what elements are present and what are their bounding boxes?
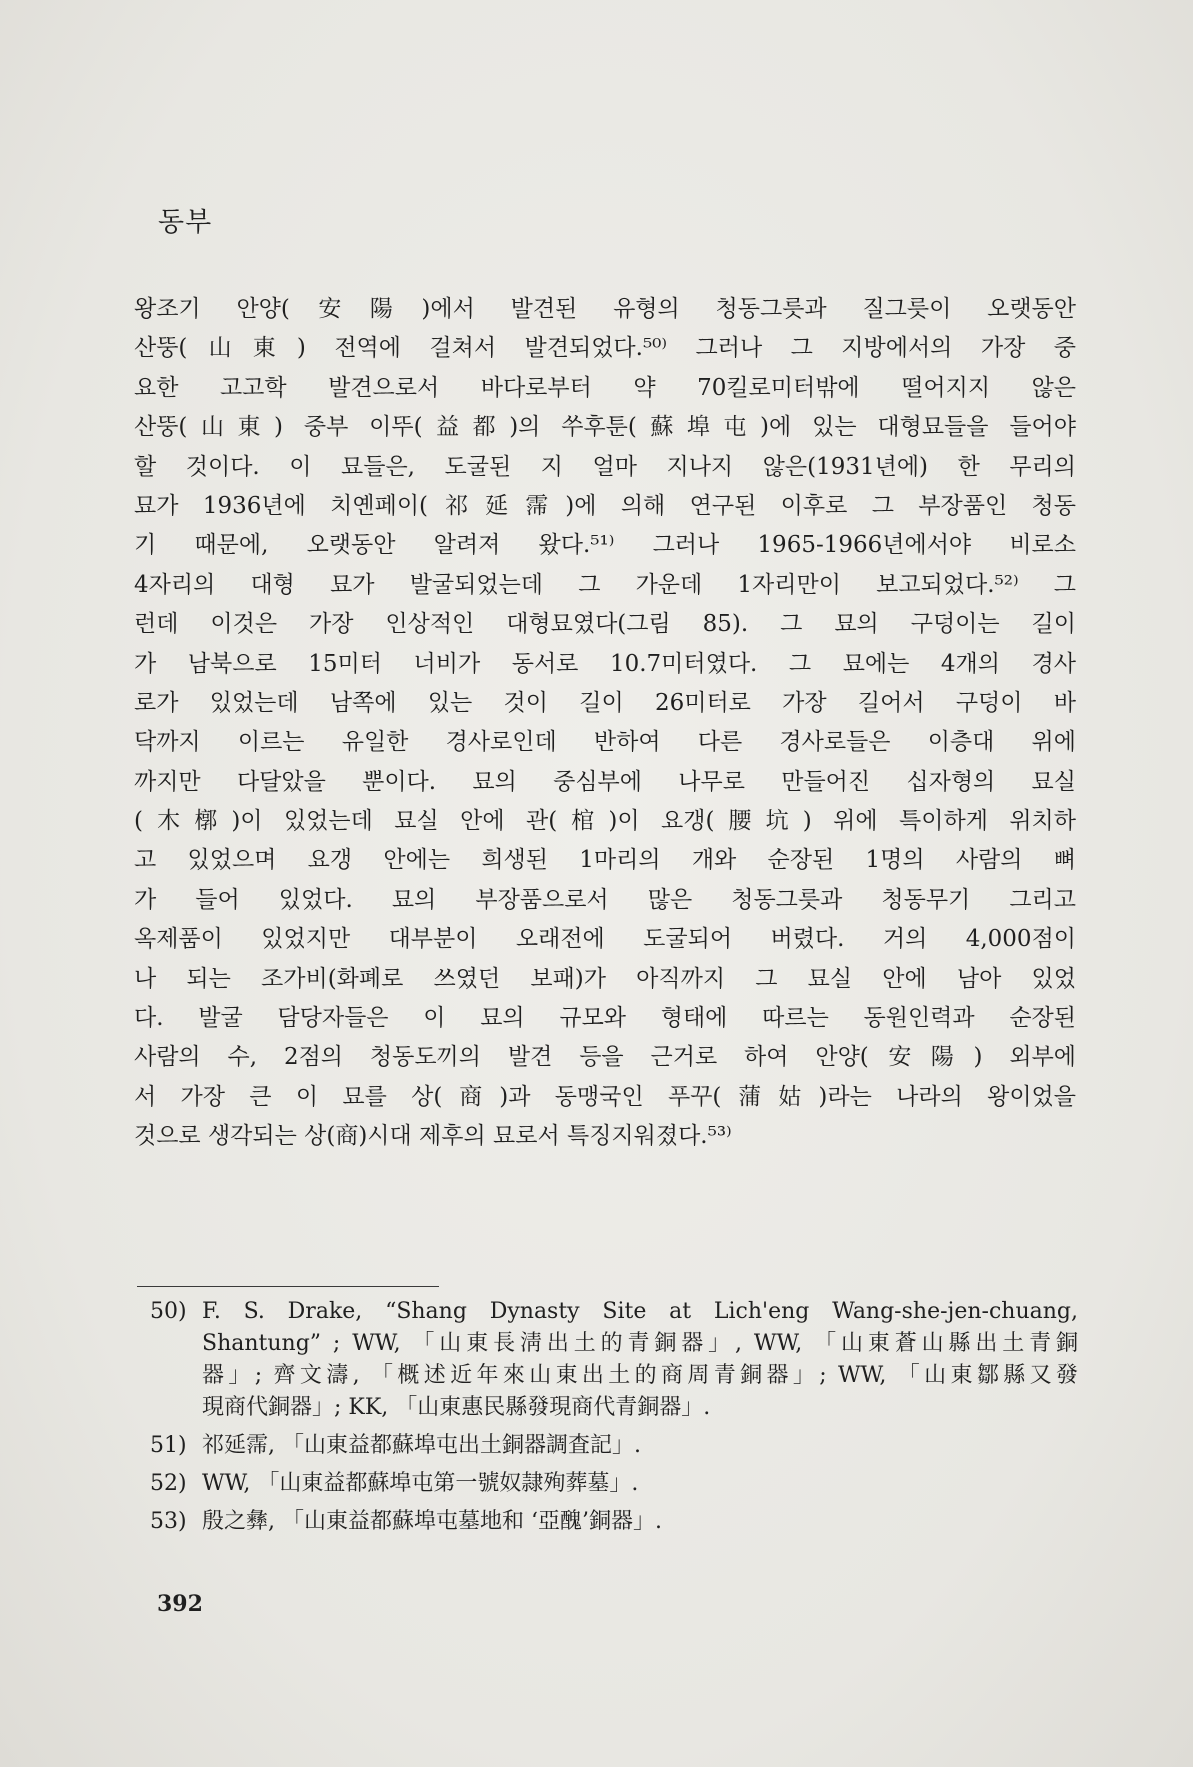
body-line: 가 들어 있었다. 묘의 부장품으로서 많은 청동그릇과 청동무기 그리고: [134, 886, 1076, 913]
footnote-number: 50): [150, 1299, 187, 1324]
section-heading: 동부: [158, 207, 213, 238]
footnote-line: WW, 「山東益都蘇埠屯第一號奴隷殉葬墓」.: [202, 1471, 639, 1496]
footnote-51: [150, 1430, 1078, 1462]
body-line: 고 있었으며 요갱 안에는 희생된 1마리의 개와 순장된 1명의 사람의 뼈: [134, 847, 1076, 874]
footnote-line: 現商代銅器」; KK, 「山東惠民縣發現商代青銅器」.: [202, 1395, 711, 1420]
body-line: 나 되는 조가비(화폐로 쓰였던 보패)가 아직까지 그 묘실 안에 남아 있었: [134, 965, 1076, 992]
footnote-number: 53): [150, 1509, 187, 1534]
body-line: 할 것이다. 이 묘들은, 도굴된 지 얼마 지나지 않은(1931년에) 한 무리의: [134, 453, 1076, 480]
body-line: 산뚱(山東) 전역에 걸쳐서 발견되었다.⁵⁰⁾ 그러나 그 지방에서의 가장 중: [134, 335, 1076, 362]
footnote-number: 52): [150, 1471, 187, 1496]
body-line: 서 가장 큰 이 묘를 상(商)과 동맹국인 푸꾸(蒲姑)라는 나라의 왕이었을: [134, 1083, 1076, 1110]
body-line: 기 때문에, 오랫동안 알려져 왔다.⁵¹⁾ 그러나 1965-1966년에서야 비로소: [134, 532, 1076, 559]
body-line: 것으로 생각되는 상(商)시대 제후의 묘로서 특징지워졌다.⁵³⁾: [134, 1123, 732, 1150]
body-line: 까지만 다달았을 뿐이다. 묘의 중심부에 나무로 만들어진 십자형의 묘실: [134, 768, 1076, 795]
footnote-line: Shantung” ; WW, 「山東長淸出土的青銅器」, WW, 「山東蒼山縣出土青銅: [202, 1331, 1078, 1356]
footnote-line: F. S. Drake, “Shang Dynasty Site at Lich'eng Wang-she-jen-chuang,: [202, 1299, 1078, 1324]
body-line: 런데 이것은 가장 인상적인 대형묘였다(그림 85). 그 묘의 구덩이는 길이: [134, 611, 1076, 638]
body-line: 로가 있었는데 남쪽에 있는 것이 길이 26미터로 가장 길어서 구덩이 바: [134, 689, 1076, 716]
body-line: 가 남북으로 15미터 너비가 동서로 10.7미터였다. 그 묘에는 4개의 경사: [134, 650, 1076, 677]
page-number: 392: [157, 1591, 203, 1617]
body-line: 요한 고고학 발견으로서 바다로부터 약 70킬로미터밖에 떨어지지 않은: [134, 374, 1076, 401]
body-line: 사람의 수, 2점의 청동도끼의 발견 등을 근거로 하여 안양(安陽) 외부에: [134, 1044, 1076, 1071]
body-line: 다. 발굴 담당자들은 이 묘의 규모와 형태에 따르는 동원인력과 순장된: [134, 1005, 1076, 1032]
body-line: 옥제품이 있었지만 대부분이 오래전에 도굴되어 버렸다. 거의 4,000점이: [134, 926, 1076, 953]
footnotes: [150, 1296, 1078, 1538]
footnote-50: [150, 1296, 1078, 1424]
body-line: 왕조기 안양(安陽)에서 발견된 유형의 청동그릇과 질그릇이 오랫동안: [134, 296, 1076, 322]
footnote-52: [150, 1468, 1078, 1500]
body-line: (木槨)이 있었는데 묘실 안에 관(棺)이 요갱(腰坑) 위에 특이하게 위치하: [134, 808, 1076, 835]
footnote-divider: [137, 1286, 439, 1287]
body-line: 산뚱(山東) 중부 이뚜(益都)의 쑤후툰(蘇埠屯)에 있는 대형묘들을 들어야: [134, 414, 1076, 441]
footnote-53: [150, 1506, 1078, 1538]
body-line: 묘가 1936년에 치옌페이(祁延霈)에 의해 연구된 이후로 그 부장품인 청동: [134, 492, 1076, 519]
footnote-line: 殷之彝, 「山東益都蘇埠屯墓地和 ‘亞醜’銅器」.: [202, 1509, 662, 1534]
body-line: 닥까지 이르는 유일한 경사로인데 반하여 다른 경사로들은 이층대 위에: [134, 729, 1076, 756]
body-text: [134, 290, 1076, 1157]
footnote-line: 祁延霈, 「山東益都蘇埠屯出土銅器調査記」.: [202, 1433, 641, 1458]
footnote-line: 器」; 齊文濤, 「概述近年來山東出土的商周青銅器」; WW, 「山東鄒縣又發: [202, 1363, 1078, 1388]
body-line: 4자리의 대형 묘가 발굴되었는데 그 가운데 1자리만이 보고되었다.⁵²⁾ 그: [134, 571, 1076, 598]
footnote-number: 51): [150, 1433, 187, 1458]
